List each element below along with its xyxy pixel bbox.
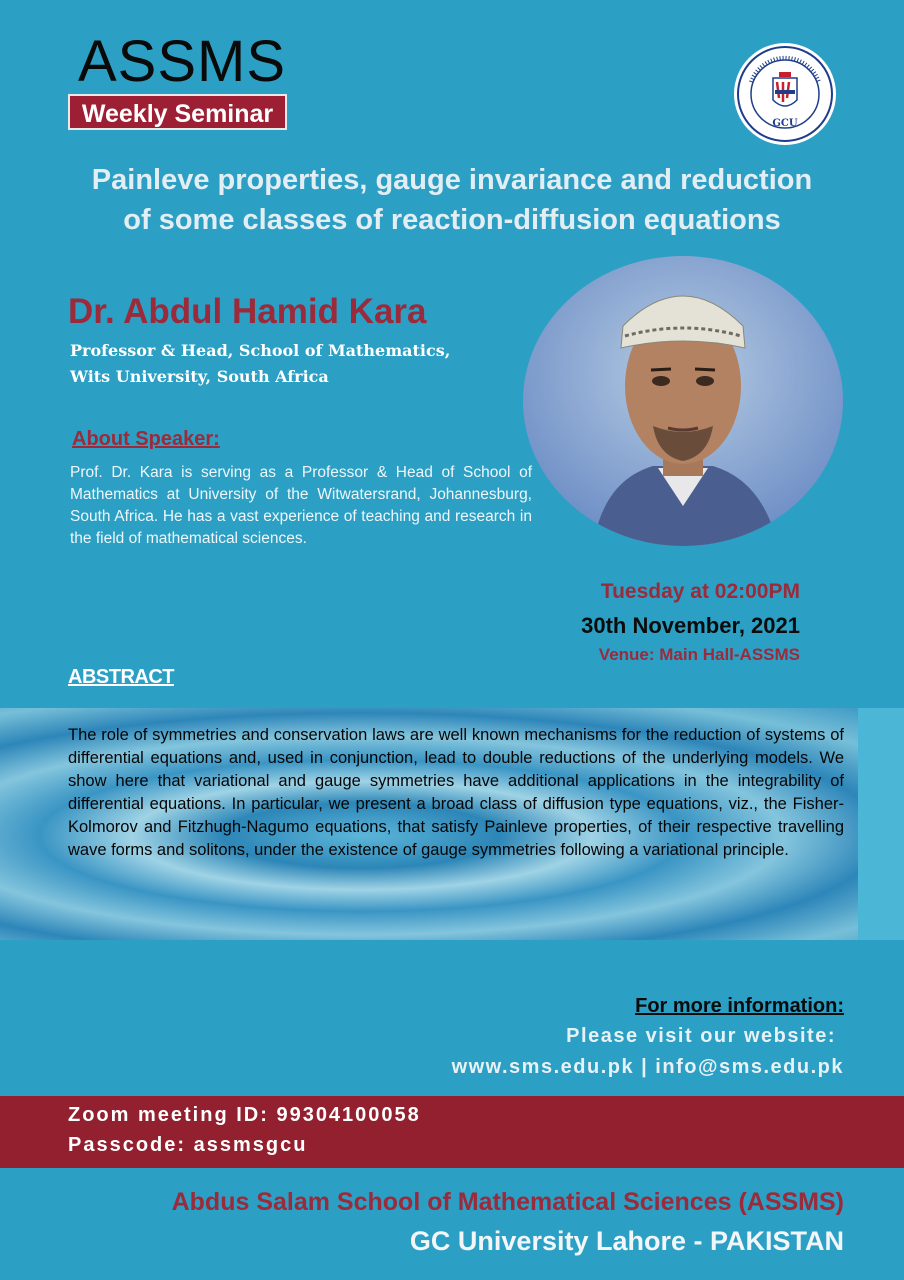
abstract-text: The role of symmetries and conservation laws are well known mechanisms for the reduction of systems of differential equations and, used in conjunction, lead to double reductions of the underlying models. We show here that variational and gauge symmetries have additional applications in the integrability of differential equations. In particular, we present a broad class of diffusion type equations, viz., the Fisher-Kolmorov and Fitzhugh-Nagumo equations, that satisfy Painleve properties, of their respective travelling wave forms and solitons, under the existence of gauge symmetries following a variational principle. [68, 726, 844, 859]
about-speaker-text: Prof. Dr. Kara is serving as a Professor & Head of School of Mathematics at University of the Witwatersrand, Johannesburg, South Africa. He has a vast experience of teaching and research in the field of mathematical sciences. [70, 464, 532, 547]
affiliation-line1: Professor & Head, School of Mathematics, [70, 341, 451, 360]
footer-university: GC University Lahore - PAKISTAN [409, 1226, 844, 1256]
footer-school-name: Abdus Salam School of Mathematical Sciences (ASSMS) [171, 1188, 844, 1216]
website-contact-link[interactable]: www.sms.edu.pk | info@sms.edu.pk [451, 1056, 844, 1078]
seminar-title-line1: Painleve properties, gauge invariance and reduction [91, 164, 813, 196]
seminar-date: 30th November, 2021 [581, 613, 800, 638]
seminar-venue: Venue: Main Hall-ASSMS [598, 645, 800, 664]
seminar-title-line2: of some classes of reaction-diffusion equations [123, 204, 781, 236]
speaker-photo [523, 256, 843, 546]
gcu-logo-text: GCU [772, 118, 798, 129]
weekly-seminar-badge: Weekly Seminar [68, 94, 287, 130]
abstract-heading: ABSTRACT [68, 666, 174, 688]
gcu-logo-seal [733, 42, 837, 146]
seminar-title [40, 160, 864, 240]
brand-title: ASSMS [78, 29, 287, 94]
zoom-meeting-id: Zoom meeting ID: 99304100058 [68, 1104, 421, 1126]
website-prompt: Please visit our website: [566, 1025, 836, 1047]
about-speaker-heading: About Speaker: [72, 428, 220, 450]
seminar-time: Tuesday at 02:00PM [600, 580, 800, 603]
more-info-heading: For more information: [635, 995, 844, 1017]
affiliation-line2: Wits University, South Africa [70, 367, 329, 386]
speaker-name: Dr. Abdul Hamid Kara [68, 292, 427, 331]
speaker-affiliation [70, 338, 450, 390]
zoom-passcode: Passcode: assmsgcu [68, 1134, 308, 1156]
abstract-side-stripe [858, 708, 904, 940]
